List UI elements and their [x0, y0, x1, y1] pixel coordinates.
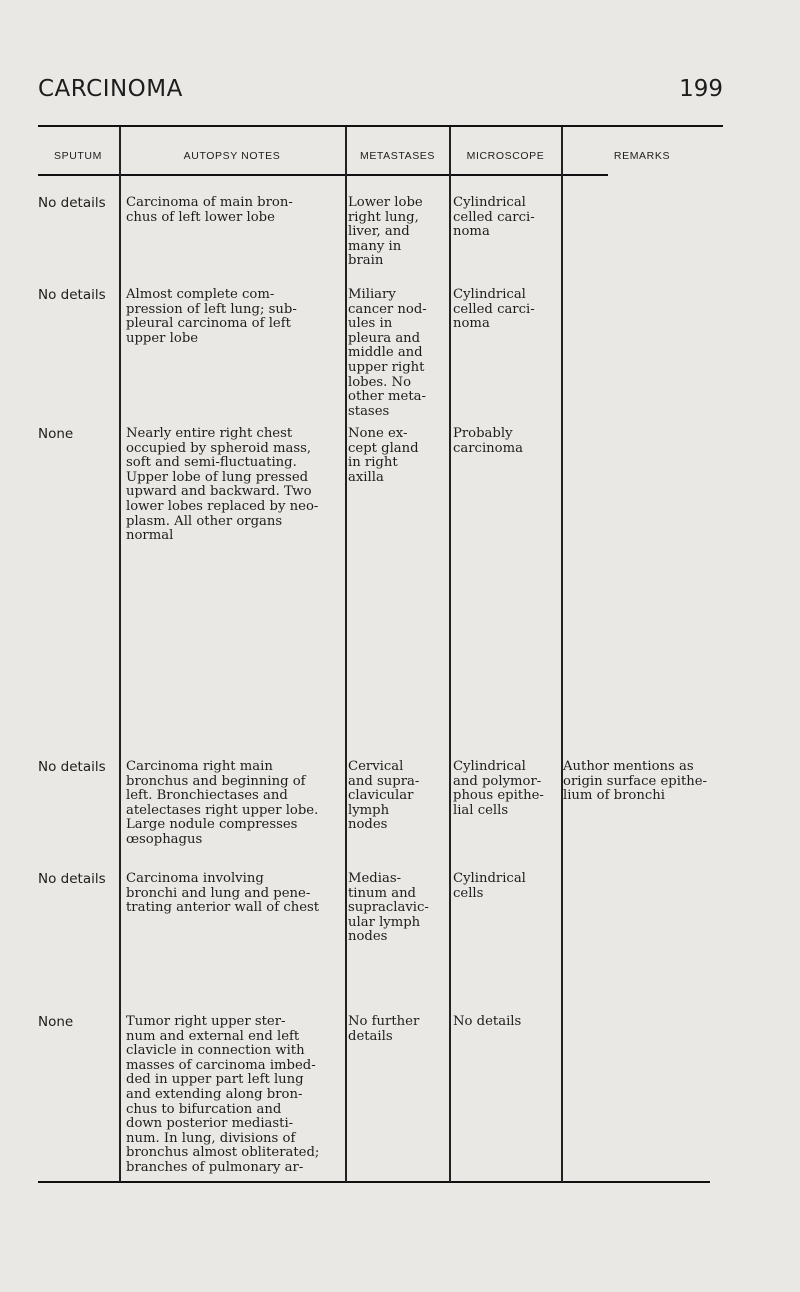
remarks-cell: Author mentions as origin surface epithe- lium of bronchi [563, 759, 708, 804]
column-header-sputum: SPUTUM [54, 150, 102, 162]
autopsy-notes-cell: Carcinoma of main bron- chus of left lower lobe [126, 195, 293, 225]
sputum-cell: None [38, 426, 74, 442]
header-bottom-rule [38, 174, 608, 176]
autopsy-notes-cell: Carcinoma right main bronchus and beginning of left. Bronchiectases and atelectases right upper lobe. Large nodule compresses œsophagus [126, 759, 319, 847]
table-bottom-rule [38, 1181, 710, 1183]
microscope-cell: Cylindrical cells [453, 871, 526, 901]
table-top-rule [38, 125, 723, 127]
autopsy-notes-cell: Carcinoma involving bronchi and lung and pene- trating anterior wall of chest [126, 871, 320, 916]
sputum-cell: No details [38, 195, 106, 211]
page-header [38, 76, 723, 106]
metastases-cell: Medias- tinum and supraclavic- ular lymph nodes [348, 871, 429, 945]
metastases-cell: Miliary cancer nod- ules in pleura and middle and upper right lobes. No other meta- stases [348, 287, 427, 419]
microscope-cell: Cylindrical celled carci- noma [453, 287, 535, 332]
column-header-autopsy-notes: AUTOPSY NOTES [183, 150, 281, 162]
column-header-remarks: REMARKS [613, 150, 671, 162]
microscope-cell: Cylindrical celled carci- noma [453, 195, 535, 240]
metastases-cell: Cervical and supra- clavicular lymph nodes [348, 759, 420, 833]
sputum-cell: None [38, 1014, 74, 1030]
metastases-cell: No further details [348, 1014, 420, 1044]
column-header-metastases: METASTASES [359, 150, 436, 162]
metastases-cell: None ex- cept gland in right axilla [348, 426, 419, 485]
sputum-cell: No details [38, 871, 106, 887]
column-divider [561, 127, 563, 1182]
autopsy-notes-cell: Almost complete com- pression of left lung; sub- pleural carcinoma of left upper lobe [126, 287, 297, 346]
microscope-cell: No details [453, 1014, 522, 1029]
sputum-cell: No details [38, 759, 106, 775]
sputum-cell: No details [38, 287, 106, 303]
autopsy-notes-cell: Tumor right upper ster- num and external end left clavicle in connection with masses of carcinoma imbed- ded in upper part left lung and extending along bron- chus to bifurcation and down posterior mediasti- num. In lung, divisions of bronchus almost obliterated; branches of pulmonary ar- [126, 1014, 320, 1175]
page-number: 199 [679, 76, 723, 102]
metastases-cell: Lower lobe right lung, liver, and many in brain [348, 195, 423, 269]
autopsy-notes-cell: Nearly entire right chest occupied by spheroid mass, soft and semi-fluctuating. Upper lobe of lung pressed upward and backward. Two lower lobes replaced by neo- plasm. All other organs normal [126, 426, 319, 544]
microscope-cell: Cylindrical and polymor- phous epithe- lial cells [453, 759, 544, 818]
running-title: CARCINOMA [38, 76, 183, 102]
column-header-microscope: MICROSCOPE [466, 150, 545, 162]
microscope-cell: Probably carcinoma [453, 426, 523, 456]
